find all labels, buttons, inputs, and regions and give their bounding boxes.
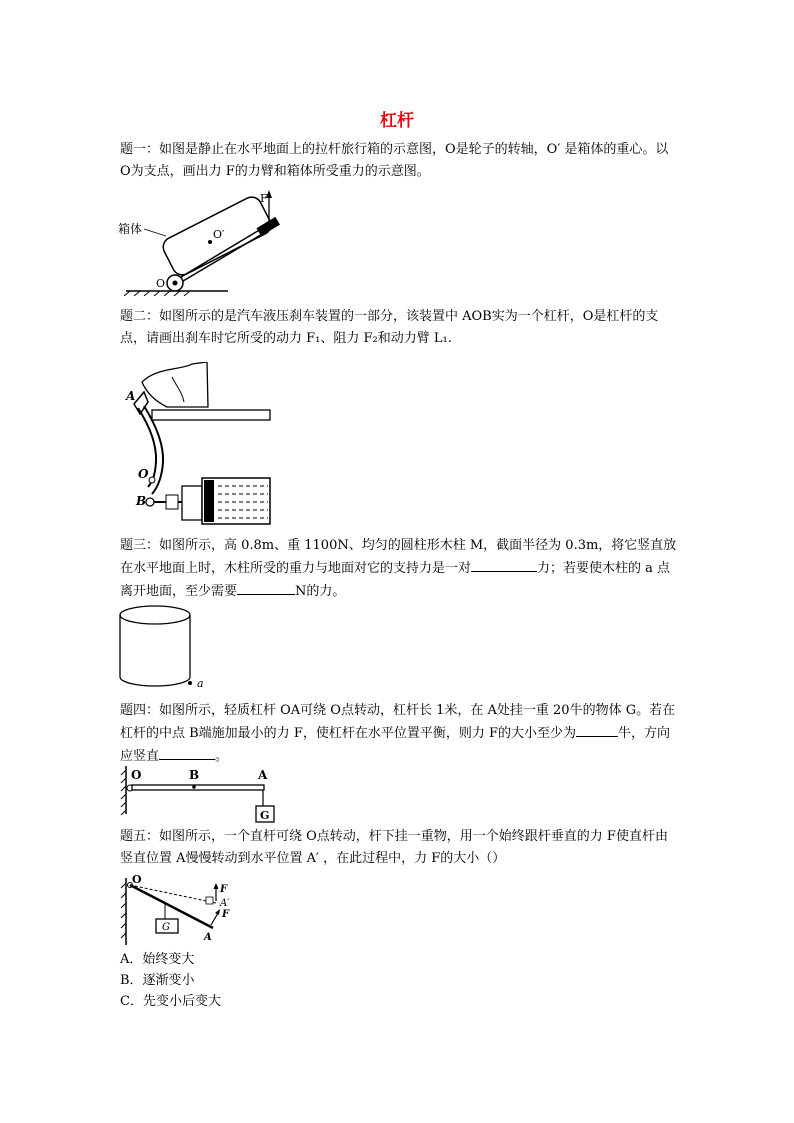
fig2-label-A: A [126,389,136,403]
fig5-label-G: G [162,922,170,933]
question-4-text [120,700,680,768]
question-2-text: 题二：如图所示的是汽车液压刹车装置的一部分，该装置中 AOB实为一个杠杆，O是杠杆的支点，请画出刹车时它所受的动力 F₁、阻力 F₂和动力臂 L₁. [120,309,659,346]
fig2-label-O: O [138,467,149,481]
q4-blank-1[interactable] [576,722,618,737]
question-5-figure [118,873,243,948]
question-1-text: 题一：如图是静止在水平地面上的拉杆旅行箱的示意图，O是轮子的转轴，O′ 是箱体的重心。以 O为支点，画出力 F的力臂和箱体所受重力的示意图。 [120,142,669,179]
fig5-label-O: O [132,873,142,886]
q3-blank-1[interactable] [471,557,537,572]
question-3-figure [118,603,208,691]
fig5-label-F2: F [222,909,230,920]
fig4-label-O: O [131,768,142,782]
question-2-figure [122,362,272,525]
fig2-label-B: B [136,494,147,508]
q3-text-a: 题三：如图所示，高 0.8m、重 1100N、均匀的圆柱形木柱 M，截面半径为 0.3m，将它竖直放在水平地面上时，木柱所受的重力与地面对它的支持力是一对 [120,538,677,576]
fig4-label-G: G [260,809,270,822]
q4-text-c: 。 [215,749,229,764]
fig4-label-A: A [258,768,268,782]
question-5-text: 题五：如图所示，一个直杆可绕 O点转动，杆下挂一重物，用一个始终跟杆垂直的力 F使直杆由竖直位置 A慢慢转动到水平位置 A′ ，在此过程中，力 F的大小（） [120,829,668,866]
q4-text-b: 牛，方向应竖直 [120,726,671,764]
fig5-label-A: A [204,932,212,943]
question-1-figure [118,186,298,296]
fig3-label-a: a [197,677,204,690]
question-4-figure [118,764,283,826]
fig1-label-Oprime: O′ [213,228,225,241]
fig4-label-B: B [189,768,200,782]
fig5-label-Aprime: A′ [220,898,230,909]
q5-option-a[interactable]: A．始终变大 [120,952,195,967]
q5-option-b[interactable]: B．逐渐变小 [120,973,195,988]
fig1-label-O: O [156,277,166,290]
fig1-label-box: 箱体 [118,222,143,236]
q5-option-c[interactable]: C．先变小后变大 [120,994,221,1009]
page-title: 杠杆 [380,111,414,131]
fig1-label-F: F [260,192,268,205]
q4-text-a: 题四：如图所示，轻质杠杆 OA可绕 O点转动，杠杆长 1米，在 A处挂一重 20牛的物体 G。若在杠杆的中点 B端施加最小的力 F，使杠杆在水平位置平衡，则力 F的大小至少为 [120,703,676,741]
q3-blank-2[interactable] [237,580,295,595]
q4-blank-2[interactable] [159,745,215,760]
q3-text-c: N的力。 [295,584,346,599]
q3-text-b: 力；若要使木柱的 a 点离开地面，至少需要 [120,561,671,599]
question-3-text [120,535,680,603]
fig5-label-F1: F [220,884,228,895]
